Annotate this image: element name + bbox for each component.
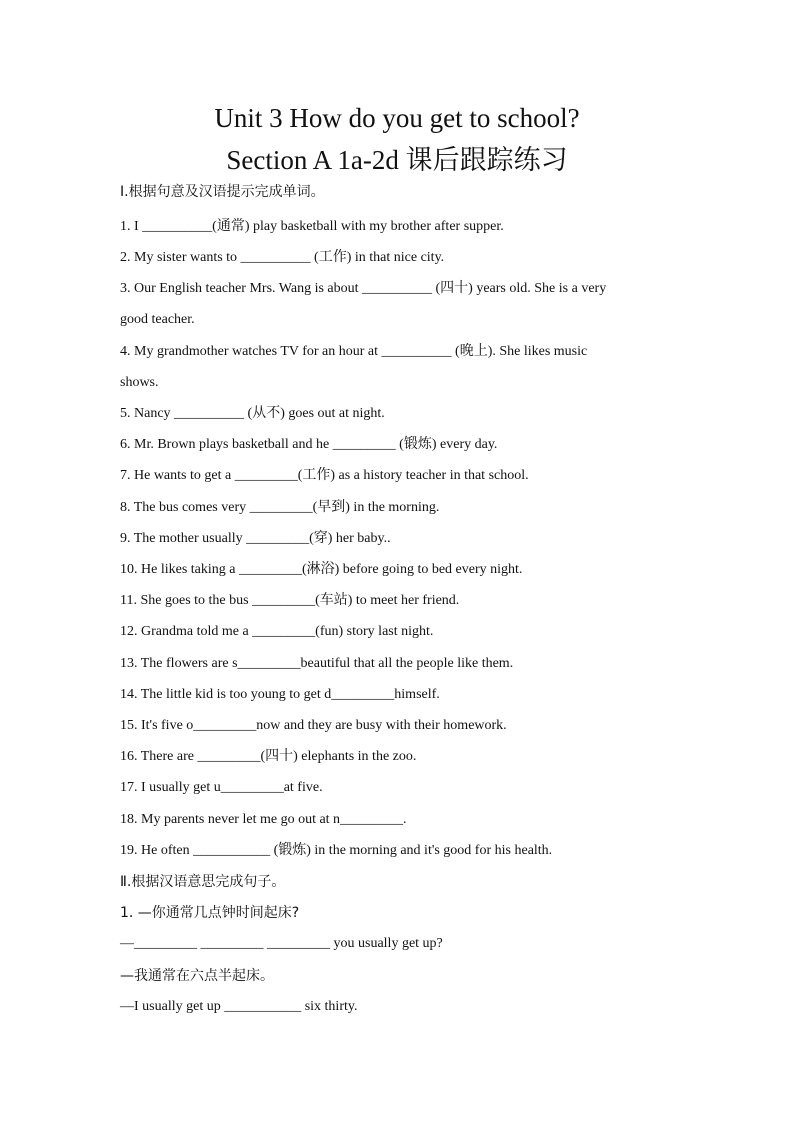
exercise-line: 13. The flowers are s_________beautiful that all the people like them. xyxy=(120,656,514,671)
exercise-line-continuation: good teacher. xyxy=(120,312,195,327)
translation-answer-line: —I usually get up ___________ six thirty. xyxy=(120,999,358,1014)
exercise-line: 5. Nancy __________ (从不) goes out at night. xyxy=(120,406,385,421)
exercise-line: 7. He wants to get a _________(工作) as a history teacher in that school. xyxy=(120,468,529,483)
exercise-line: 10. He likes taking a _________(淋浴) before going to bed every night. xyxy=(120,562,523,577)
exercise-line-continuation: shows. xyxy=(120,375,159,390)
worksheet-subtitle: Section A 1a-2d 课后跟踪练习 xyxy=(226,145,568,175)
exercise-line: 17. I usually get u_________at five. xyxy=(120,780,323,795)
exercise-line: 2. My sister wants to __________ (工作) in that nice city. xyxy=(120,250,445,265)
exercise-line: 19. He often ___________ (锻炼) in the morning and it's good for his health. xyxy=(120,843,553,858)
exercise-line: 4. My grandmother watches TV for an hour at __________ (晚上). She likes music xyxy=(120,344,588,359)
exercise-line: 16. There are _________(四十) elephants in the zoo. xyxy=(120,749,417,764)
translation-prompt: —我通常在六点半起床。 xyxy=(120,968,274,984)
exercise-line: 8. The bus comes very _________(早到) in the morning. xyxy=(120,500,440,515)
exercise-line: 11. She goes to the bus _________(车站) to meet her friend. xyxy=(120,593,460,608)
exercise-line: 18. My parents never let me go out at n_________. xyxy=(120,812,407,827)
exercise-line: 9. The mother usually _________(穿) her baby.. xyxy=(120,531,391,546)
exercise-line: 1. I __________(通常) play basketball with my brother after supper. xyxy=(120,219,504,234)
section-2-heading: Ⅱ.根据汉语意思完成句子。 xyxy=(120,874,286,890)
exercise-line: 12. Grandma told me a _________(fun) story last night. xyxy=(120,624,434,639)
translation-prompt: 1. —你通常几点钟时间起床? xyxy=(120,905,300,921)
section-1-heading: Ⅰ.根据句意及汉语提示完成单词。 xyxy=(120,184,325,200)
exercise-line: 6. Mr. Brown plays basketball and he _________ (锻炼) every day. xyxy=(120,437,498,452)
exercise-line: 3. Our English teacher Mrs. Wang is about __________ (四十) years old. She is a very xyxy=(120,281,607,296)
exercise-line: 15. It's five o_________now and they are busy with their homework. xyxy=(120,718,507,733)
exercise-line: 14. The little kid is too young to get d_________himself. xyxy=(120,687,440,702)
translation-answer-line: —_________ _________ _________ you usually get up? xyxy=(120,936,443,951)
worksheet-title: Unit 3 How do you get to school? xyxy=(214,103,580,133)
